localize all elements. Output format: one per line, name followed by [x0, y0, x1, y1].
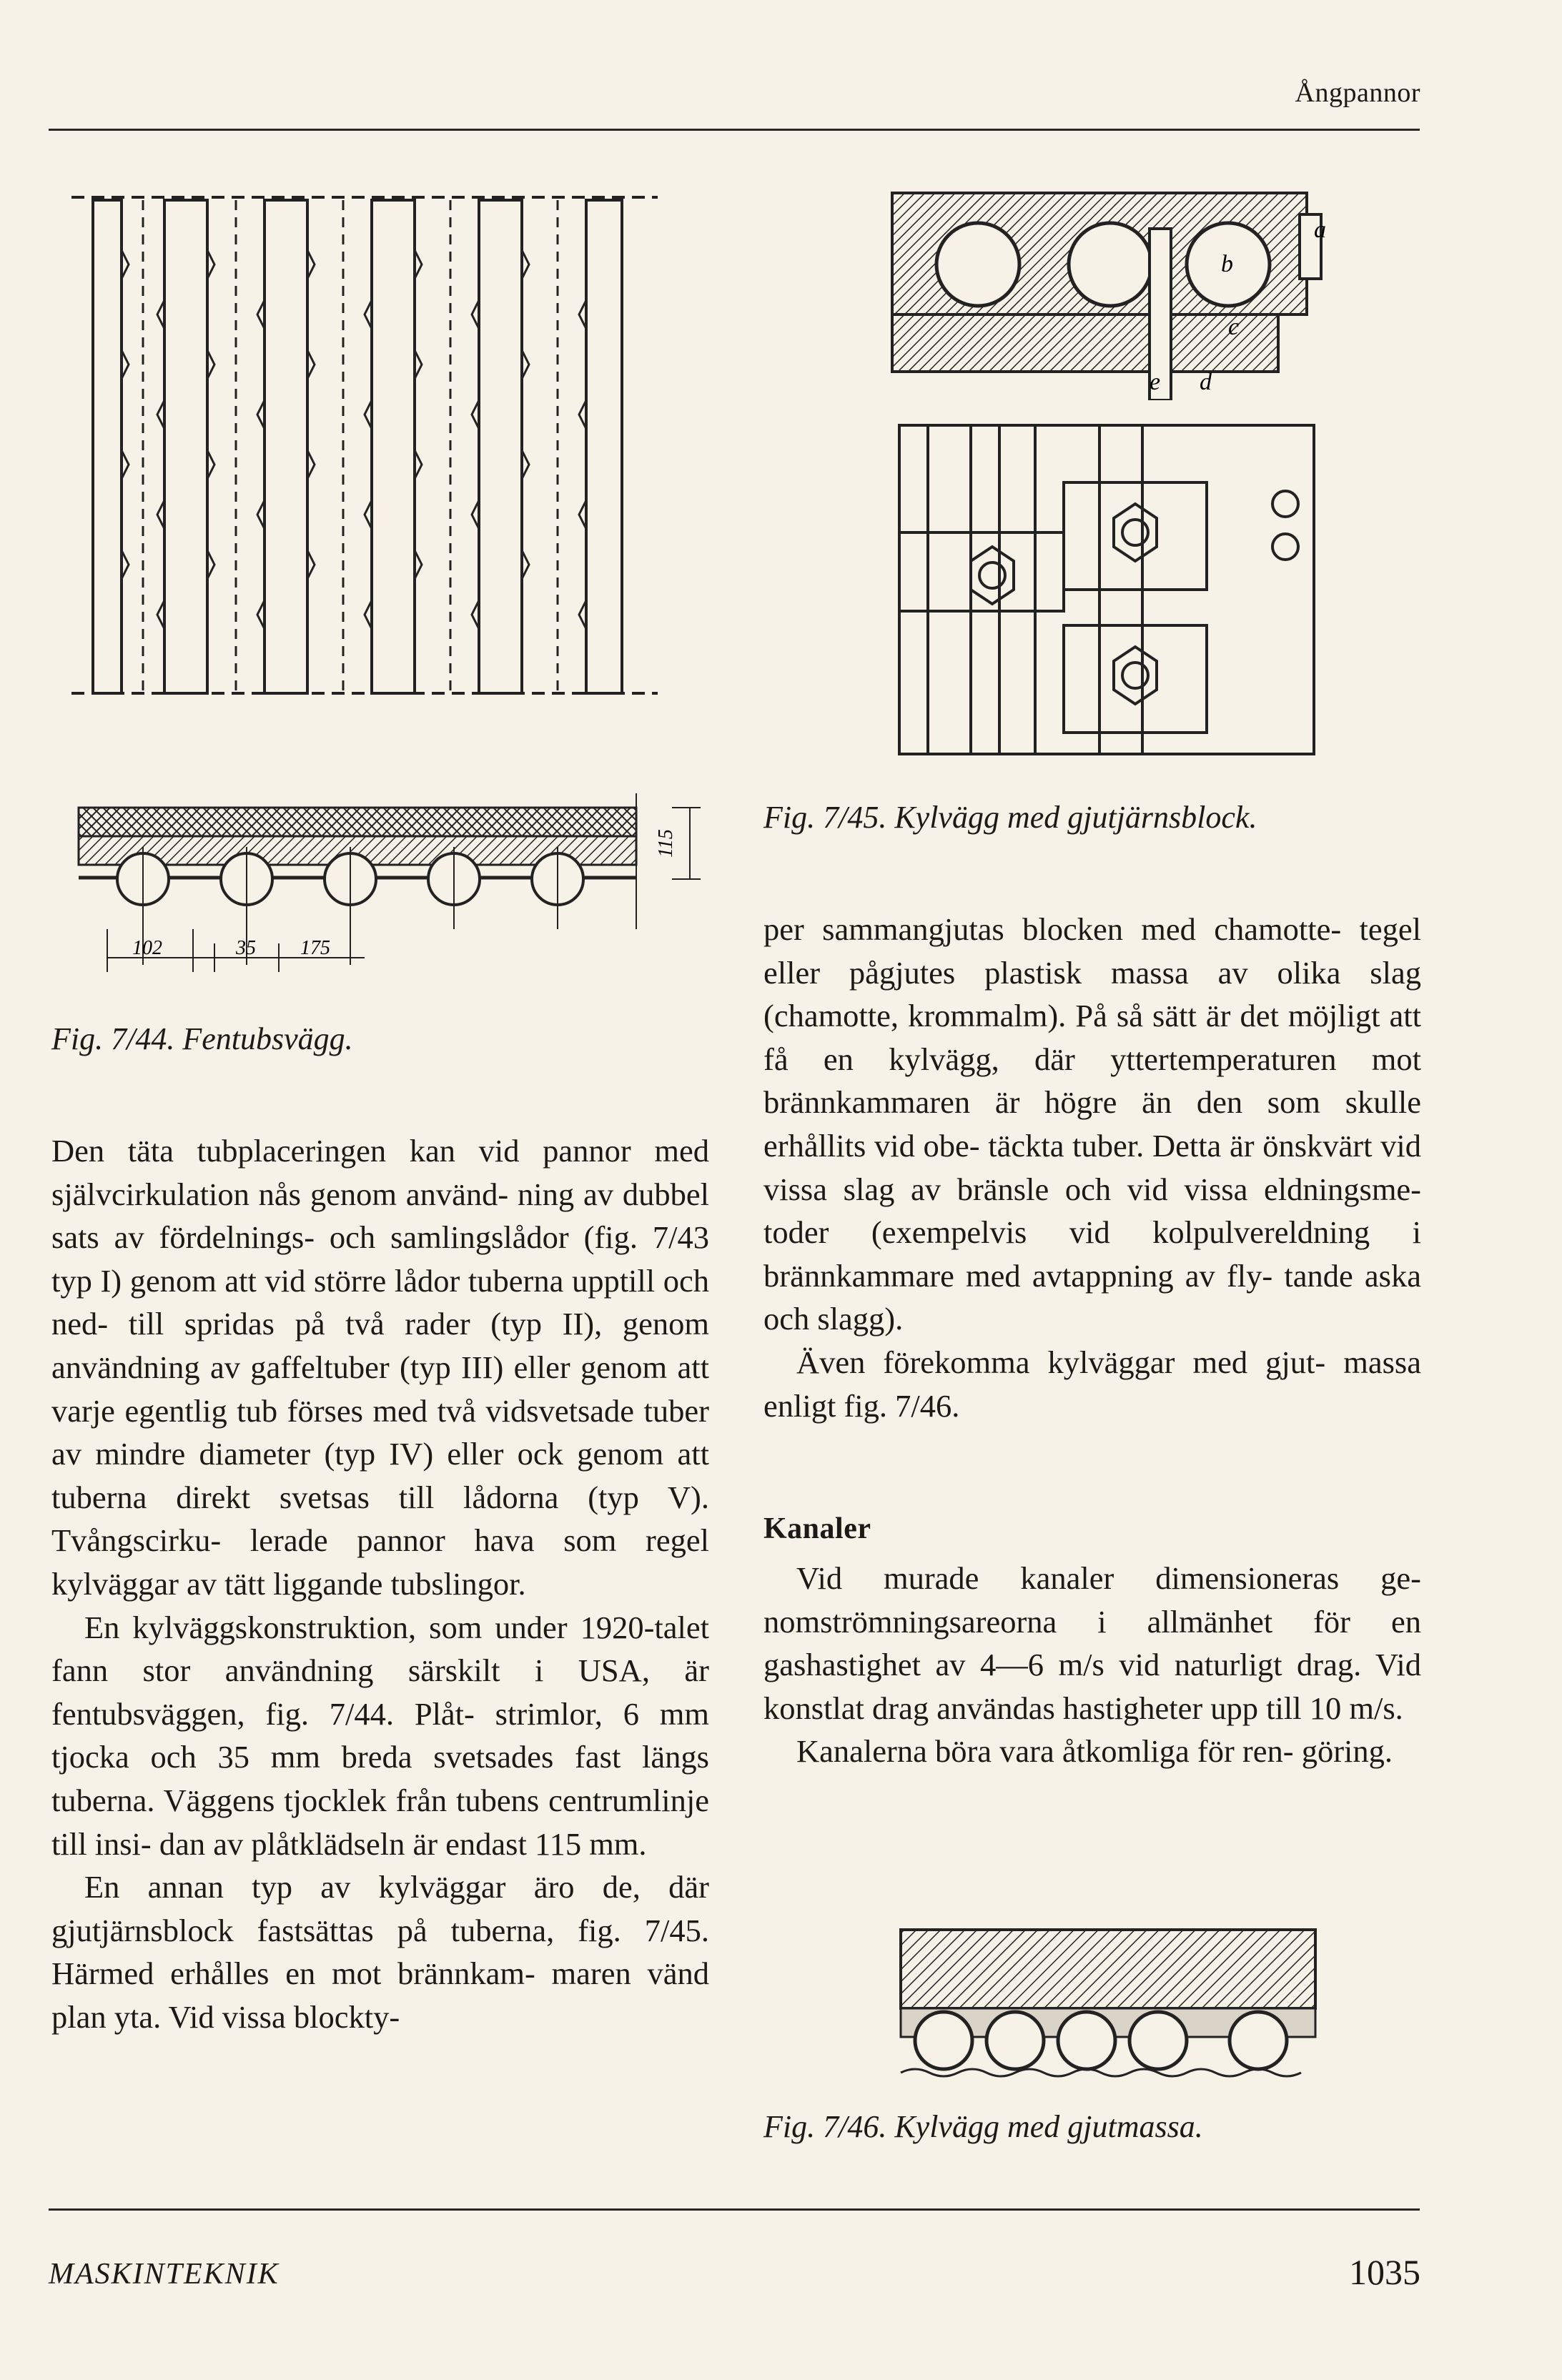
fig-7-45-caption: Fig. 7/45. Kylvägg med gjutjärnsblock.: [763, 800, 1257, 835]
dim-label-102: 102: [132, 937, 162, 959]
right-column-section: [763, 1557, 1421, 1773]
label-a: a: [1314, 217, 1326, 243]
section-heading-kanaler: Kanaler: [763, 1512, 871, 1545]
running-header: Ångpannor: [1295, 78, 1420, 108]
label-e: e: [1150, 369, 1161, 395]
paragraph: per sammangjutas blocken med chamotte- tegel eller pågjutes plastisk massa av olika slag (chamotte, krommalm). På så sätt är det möjligt att få en kylvägg, där yttertemperaturen mot brännkammaren är högre än den som skulle erhållits vid obe- täckta tuber. Detta är önskvärt vid vissa slag av bränsle och vid vissa eldningsme- toder (exempelvis vid kolpulvereldning i brännkammare med avtappning av fly- tande aska och slagg).: [763, 911, 1421, 1337]
right-column: [763, 908, 1421, 1427]
paragraph: Även förekomma kylväggar med gjut- massa enligt fig. 7/46.: [763, 1344, 1421, 1424]
paragraph: Den täta tubplaceringen kan vid pannor med självcirkulation nås genom använd- ning av dubbel sats av fördelnings- och samlingslådor (fig. 7/43 typ I) genom att vid större lådor tuberna upptill och ned- till spridas på två rader (typ II), genom användning av gaffeltuber (typ III) eller genom att varje egentlig tub förses med två vidsvetsade tuber av mindre diameter (typ IV) eller ock genom att tuberna direkt svetsas till lådorna (typ V). Tvångscirku- lerade pannor hava som regel kylväggar av tätt liggande tubslingor.: [51, 1133, 709, 1602]
header-rule: [49, 129, 1420, 131]
paragraph: Kanalerna böra vara åtkomliga för ren- göring.: [796, 1733, 1393, 1770]
left-column: [51, 1129, 709, 2038]
fig-7-45-section: [885, 172, 1357, 400]
fig-7-46-caption: Fig. 7/46. Kylvägg med gjutmassa.: [763, 2109, 1203, 2144]
fig-7-45-elevation: [885, 411, 1328, 761]
label-b: b: [1221, 251, 1233, 277]
dim-label-175: 175: [300, 937, 330, 959]
dim-label-35: 35: [236, 937, 256, 959]
journal-name: MASKINTEKNIK: [49, 2258, 280, 2291]
footer-rule: [49, 2208, 1420, 2211]
label-d: d: [1200, 369, 1212, 395]
paragraph: Vid murade kanaler dimensioneras ge- nomströmningsareorna i allmänhet för en gashastighet av 4—6 m/s vid naturligt drag. Vid konstlat drag användas hastigheter upp till 10 m/s.: [763, 1560, 1421, 1726]
fig-7-44-caption: Fig. 7/44. Fentubsvägg.: [51, 1021, 353, 1056]
fig-7-44-elevation: [71, 193, 658, 708]
fig-7-44-section: [71, 786, 715, 1015]
label-c: c: [1228, 314, 1240, 340]
fig-7-46-section: [886, 1923, 1330, 2101]
dim-label-115: 115: [655, 829, 677, 858]
page-number: 1035: [1349, 2252, 1420, 2292]
paragraph: En annan typ av kylväggar äro de, där gjutjärnsblock fastsättas på tuberna, fig. 7/45. Härmed erhålles en mot brännkam- maren vänd plan yta. Vid vissa blockty-: [51, 1869, 709, 2035]
paragraph: En kylväggskonstruktion, som under 1920-talet fann stor användning särskilt i USA, är fentubsväggen, fig. 7/44. Plåt- strimlor, 6 mm tjocka och 35 mm breda svetsades fast längs tuberna. Väggens tjocklek från tubens centrumlinje till insi- dan av plåtklädseln är endast 115 mm.: [51, 1609, 709, 1862]
